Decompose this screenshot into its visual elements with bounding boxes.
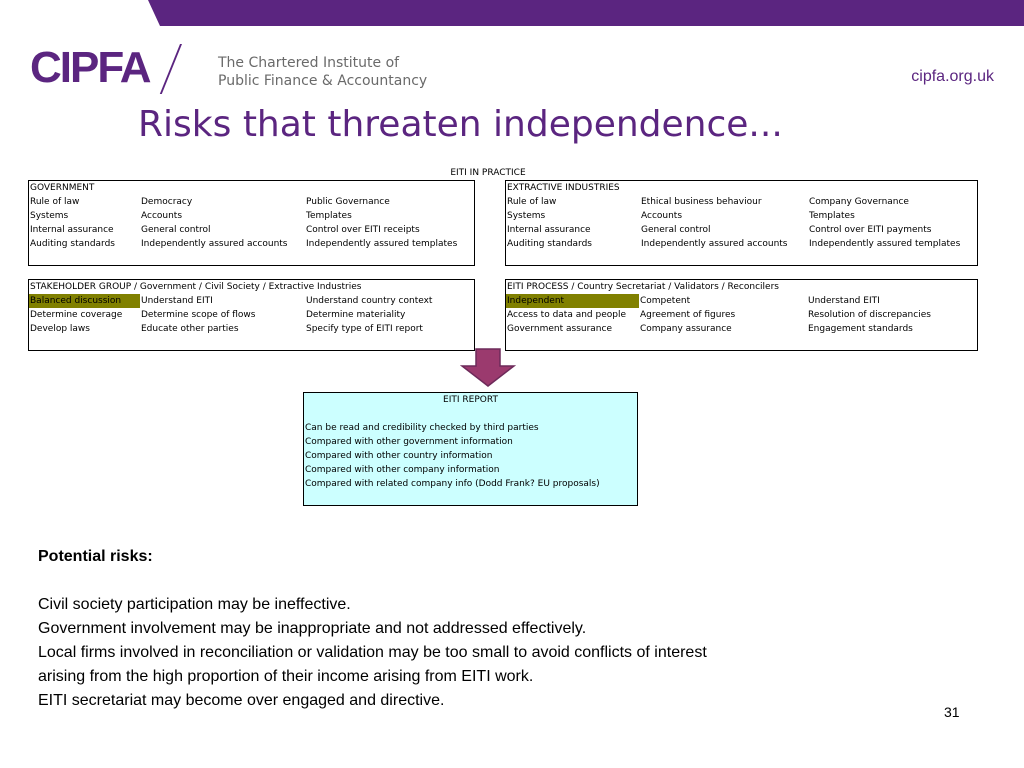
risk-line: Local firms involved in reconciliation or validation may be too small to avoid conflicts of interest	[38, 644, 707, 661]
report-line: Compared with other government information	[305, 437, 513, 447]
table-cell: Access to data and people	[507, 310, 626, 320]
table-cell: Agreement of figures	[640, 310, 736, 320]
table-cell: Understand country context	[306, 296, 433, 306]
table-cell: Educate other parties	[141, 324, 239, 334]
logo-text	[218, 54, 458, 90]
table-cell: Auditing standards	[30, 239, 115, 249]
logo-mark: CIPFA	[30, 43, 150, 92]
risk-line: Government involvement may be inappropriate and not addressed effectively.	[38, 620, 587, 637]
report-line: Compared with related company info (Dodd Frank? EU proposals)	[305, 479, 600, 489]
table-cell: Internal assurance	[30, 225, 114, 235]
report-line: Compared with other company information	[305, 465, 500, 475]
table-cell: Company Governance	[809, 197, 909, 207]
table-cell: General control	[141, 225, 211, 235]
table-row	[29, 195, 474, 209]
table-row	[29, 322, 474, 336]
stakeholder-group-box	[28, 279, 475, 351]
table-row	[29, 223, 474, 237]
table-cell: Rule of law	[30, 197, 80, 207]
risk-line: Civil society participation may be ineffective.	[38, 596, 351, 613]
slide-title: Risks that threaten independence...	[138, 104, 783, 145]
table-cell: Auditing standards	[507, 239, 592, 249]
extractive-heading: EXTRACTIVE INDUSTRIES	[507, 183, 620, 193]
logo-line-1: The Chartered Institute of	[218, 55, 400, 71]
table-cell: Accounts	[641, 211, 683, 221]
down-arrow-icon	[460, 348, 516, 388]
table-cell: Independently assured templates	[809, 239, 961, 249]
risk-line: arising from the high proportion of their income arising from EITI work.	[38, 668, 534, 685]
report-line: Can be read and credibility checked by third parties	[305, 423, 539, 433]
table-cell: Public Governance	[306, 197, 390, 207]
table-row	[29, 294, 474, 308]
table-cell: Develop laws	[30, 324, 90, 334]
logo-divider	[160, 44, 182, 94]
cipfa-logo[interactable]	[30, 43, 428, 92]
table-cell: Determine materiality	[306, 310, 406, 320]
potential-risks-section	[38, 545, 938, 713]
table-row	[29, 209, 474, 223]
eiti-process-box	[505, 279, 978, 351]
table-cell: Rule of law	[507, 197, 557, 207]
table-row	[29, 237, 474, 251]
sheet-caption: EITI IN PRACTICE	[450, 168, 526, 178]
page-number: 31	[944, 704, 960, 720]
table-cell: Democracy	[141, 197, 193, 207]
government-heading: GOVERNMENT	[30, 183, 95, 193]
table-cell: Understand EITI	[141, 296, 213, 306]
table-row	[506, 237, 977, 251]
table-cell: Independently assured templates	[306, 239, 458, 249]
table-cell: Templates	[809, 211, 855, 221]
table-row	[506, 209, 977, 223]
table-cell: Systems	[30, 211, 69, 221]
table-cell: Internal assurance	[507, 225, 591, 235]
table-cell: Determine coverage	[30, 310, 123, 320]
logo-line-2: Public Finance & Accountancy	[218, 73, 428, 89]
table-cell: Determine scope of flows	[141, 310, 256, 320]
extractive-industries-box	[505, 180, 978, 266]
table-cell: Control over EITI payments	[809, 225, 932, 235]
table-cell: Independently assured accounts	[641, 239, 788, 249]
table-row	[506, 294, 977, 308]
table-cell: Templates	[306, 211, 352, 221]
highlighted-cell: Independent	[506, 294, 639, 308]
stakeholder-heading: STAKEHOLDER GROUP / Government / Civil Society / Extractive Industries	[30, 282, 362, 292]
table-row	[506, 223, 977, 237]
risks-heading: Potential risks:	[38, 548, 153, 565]
table-cell: Resolution of discrepancies	[808, 310, 931, 320]
table-row	[506, 195, 977, 209]
risk-line: EITI secretariat may become over engaged and directive.	[38, 692, 445, 709]
report-heading: EITI REPORT	[443, 395, 498, 405]
site-url-link[interactable]: cipfa.org.uk	[911, 68, 994, 85]
table-cell: General control	[641, 225, 711, 235]
eiti-report-box	[303, 392, 638, 506]
table-cell: Control over EITI receipts	[306, 225, 420, 235]
highlighted-cell: Balanced discussion	[29, 294, 140, 308]
process-heading: EITI PROCESS / Country Secretariat / Validators / Reconcilers	[507, 282, 779, 292]
table-cell: Ethical business behaviour	[641, 197, 762, 207]
table-row	[506, 322, 977, 336]
table-cell: Independently assured accounts	[141, 239, 288, 249]
government-box	[28, 180, 475, 266]
table-row	[29, 308, 474, 322]
report-line: Compared with other country information	[305, 451, 493, 461]
table-cell: Government assurance	[507, 324, 612, 334]
table-cell: Specify type of EITI report	[306, 324, 423, 334]
table-cell: Competent	[640, 296, 691, 306]
table-cell: Accounts	[141, 211, 183, 221]
table-cell: Understand EITI	[808, 296, 880, 306]
table-row	[506, 308, 977, 322]
table-cell: Systems	[507, 211, 546, 221]
table-cell: Engagement standards	[808, 324, 913, 334]
top-banner	[0, 0, 1024, 26]
table-cell: Company assurance	[640, 324, 732, 334]
